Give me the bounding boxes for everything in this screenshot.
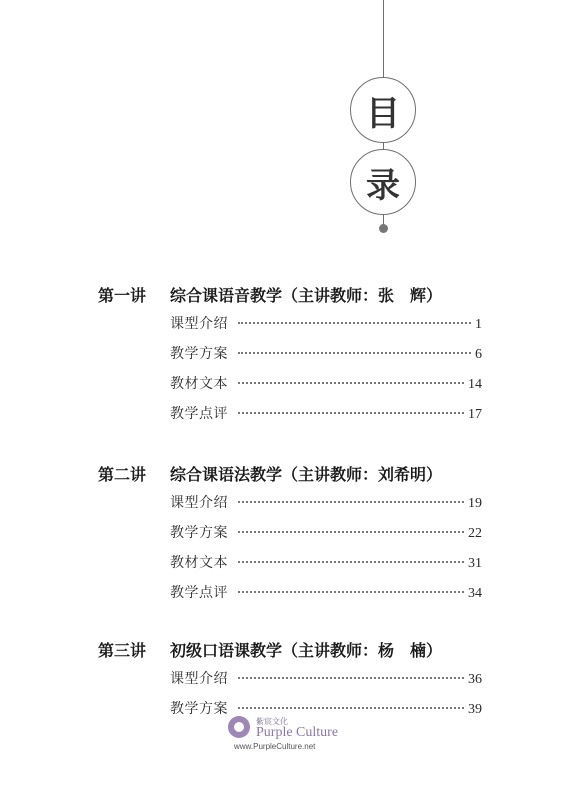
watermark-url: www.PurpleCulture.net: [234, 742, 316, 751]
entry-label: 教学方案: [170, 525, 228, 541]
heading-line-top: [383, 0, 384, 77]
dot-leader: [238, 382, 464, 384]
page-number: 17: [468, 407, 482, 422]
toc-entry[interactable]: [170, 551, 482, 575]
toc-entry[interactable]: [170, 581, 482, 605]
dot-leader: [238, 531, 464, 533]
dot-leader: [238, 412, 464, 414]
entry-label: 教材文本: [170, 376, 228, 392]
dot-leader: [238, 677, 464, 679]
toc-entry[interactable]: [170, 312, 482, 336]
lecture-title: 初级口语课教学（主讲教师：杨 楠）: [170, 641, 443, 660]
page-number: 36: [468, 672, 482, 687]
lecture-title: 综合课语法教学（主讲教师：刘希明）: [170, 465, 443, 484]
section-heading[interactable]: [98, 463, 442, 487]
dot-leader: [238, 322, 471, 324]
section-heading[interactable]: [98, 639, 442, 663]
toc-entry[interactable]: [170, 521, 482, 545]
entry-label: 课型介绍: [170, 671, 228, 687]
page-number: 14: [468, 377, 482, 392]
entry-label: 课型介绍: [170, 495, 228, 511]
toc-entry[interactable]: [170, 402, 482, 426]
toc-section-2: [98, 463, 498, 613]
lecture-title: 综合课语音教学（主讲教师：张 辉）: [170, 286, 443, 305]
heading-circle-2: [350, 149, 416, 215]
watermark-name: Purple Culture: [256, 725, 339, 740]
purple-culture-logo-icon: [228, 716, 250, 738]
lecture-number: 第三讲: [98, 641, 147, 660]
dot-leader: [238, 707, 464, 709]
heading-end-dot: [379, 224, 388, 233]
watermark-cn: 紫宸文化: [256, 717, 288, 726]
lecture-number: 第一讲: [98, 286, 147, 305]
entry-label: 教材文本: [170, 555, 228, 571]
page-number: 34: [468, 586, 482, 601]
page-number: 19: [468, 496, 482, 511]
page-number: 39: [468, 702, 482, 717]
heading-char-lu: 录: [366, 165, 400, 206]
page-number: 1: [475, 317, 482, 332]
dot-leader: [238, 501, 464, 503]
heading-circle-1: [350, 77, 416, 143]
entry-label: 课型介绍: [170, 316, 228, 332]
lecture-number: 第二讲: [98, 465, 147, 484]
toc-entry[interactable]: [170, 372, 482, 396]
toc-entry[interactable]: [170, 342, 482, 366]
toc-section-1: [98, 284, 498, 434]
toc-entry[interactable]: [170, 667, 482, 691]
toc-entry[interactable]: [170, 491, 482, 515]
dot-leader: [238, 591, 464, 593]
entry-label: 教学点评: [170, 406, 228, 422]
entry-label: 教学点评: [170, 585, 228, 601]
heading-char-mu: 目: [366, 93, 400, 134]
section-heading[interactable]: [98, 284, 442, 308]
page-number: 31: [468, 556, 482, 571]
entry-label: 教学方案: [170, 701, 228, 717]
dot-leader: [238, 561, 464, 563]
watermark: [228, 716, 358, 758]
page-number: 22: [468, 526, 482, 541]
entry-label: 教学方案: [170, 346, 228, 362]
dot-leader: [238, 352, 471, 354]
page-number: 6: [475, 347, 482, 362]
